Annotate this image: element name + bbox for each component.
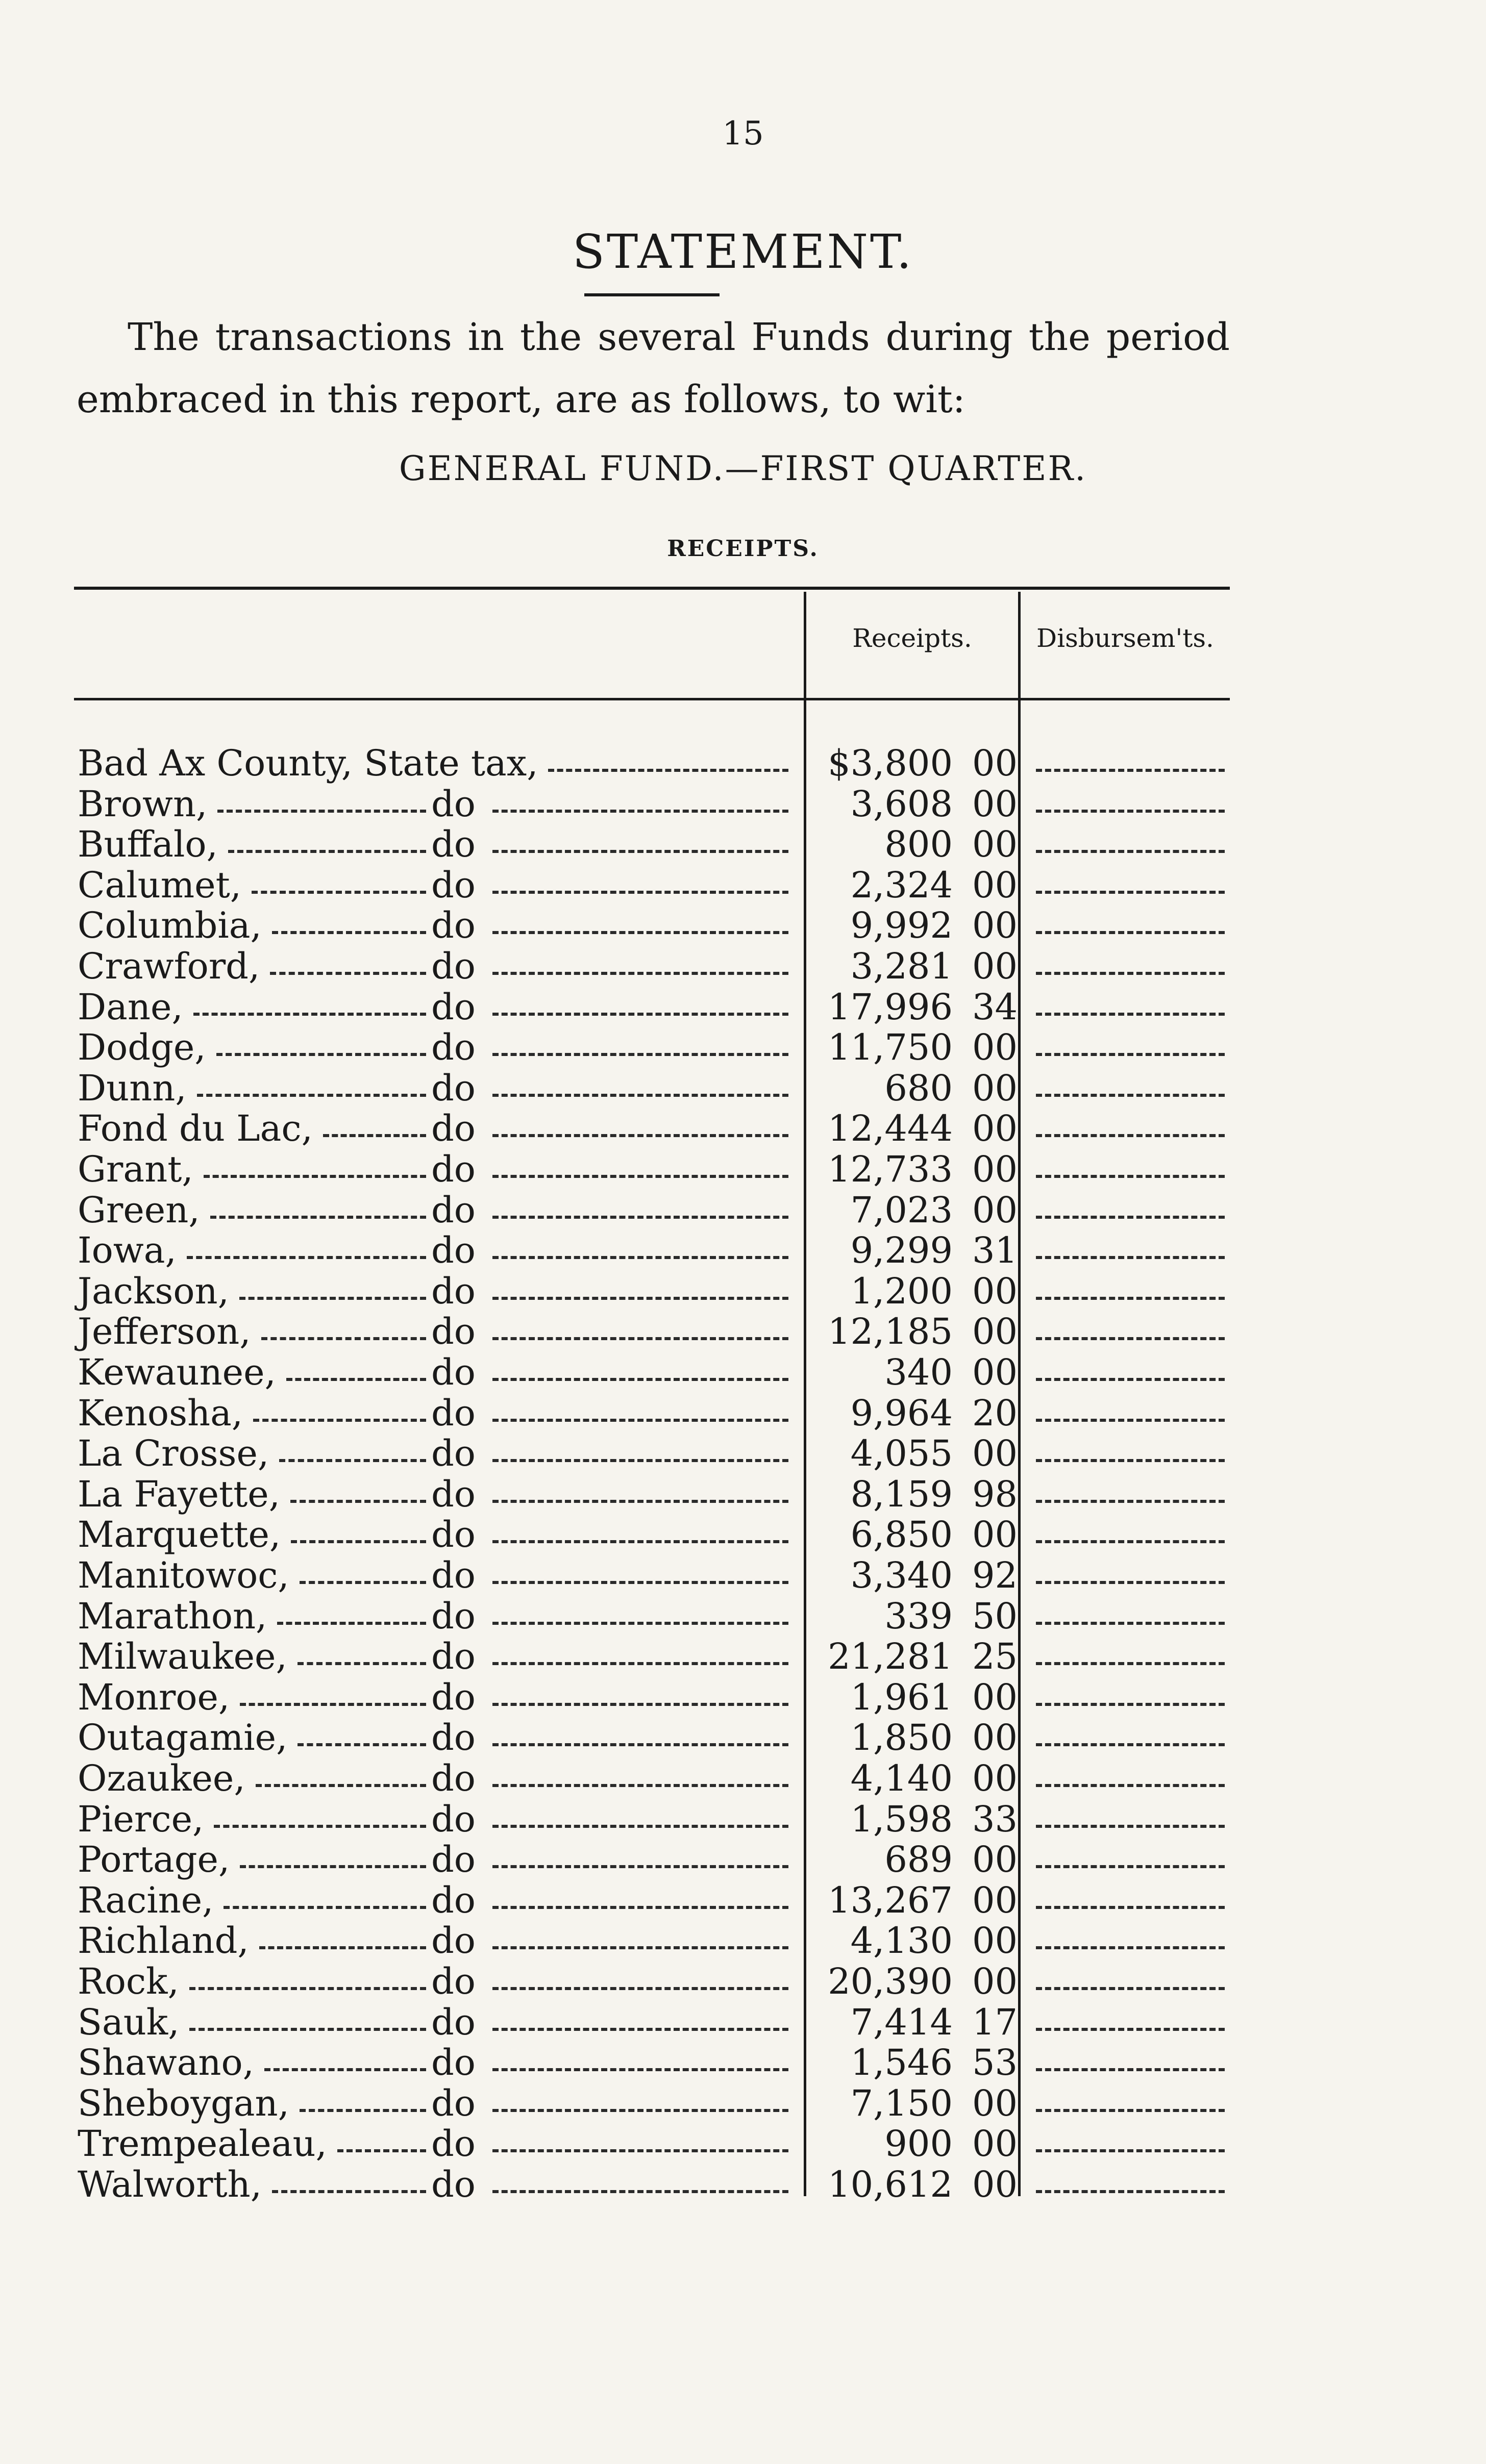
disbursement-blank	[1036, 2109, 1225, 2112]
county-name: Jackson,	[78, 1270, 229, 1312]
receipt-dollars: 7,150	[850, 2082, 953, 2124]
receipt-dollars: 3,281	[850, 945, 953, 987]
table-row	[0, 1067, 1486, 1108]
county-name: Milwaukee,	[78, 1636, 287, 1678]
county-name: Grant,	[78, 1148, 193, 1190]
receipt-dollars: 4,140	[850, 1757, 953, 1799]
leader-dots	[492, 1013, 788, 1016]
title-rule	[584, 293, 720, 296]
disbursement-blank	[1036, 1743, 1225, 1746]
leader-dots	[548, 769, 788, 772]
ditto-mark: do	[431, 783, 476, 825]
county-name: Green,	[78, 1189, 200, 1231]
leader-dots	[492, 1216, 788, 1219]
disbursement-blank	[1036, 1500, 1225, 1503]
table-row	[0, 1636, 1486, 1676]
county-name: Dodge,	[78, 1026, 206, 1069]
table-row	[0, 2001, 1486, 2042]
leader-dots	[492, 2068, 788, 2071]
receipt-dollars: 11,750	[828, 1026, 953, 1069]
table-row	[0, 2123, 1486, 2164]
county-name: Jefferson,	[78, 1311, 251, 1353]
receipt-cents: 00	[972, 783, 1018, 825]
disbursement-blank	[1036, 1581, 1225, 1584]
ditto-mark: do	[431, 904, 476, 947]
disbursement-blank	[1036, 1906, 1225, 1909]
receipt-dollars: 8,159	[850, 1473, 953, 1515]
receipt-dollars: 1,200	[850, 1270, 953, 1312]
leader-dots	[189, 1987, 426, 1990]
receipt-dollars: 21,281	[828, 1636, 953, 1678]
leader-dots	[300, 1581, 426, 1584]
leader-dots	[272, 931, 426, 934]
disbursement-blank	[1036, 1378, 1225, 1381]
table-row	[0, 945, 1486, 986]
receipt-cents: 00	[972, 1717, 1018, 1759]
disbursement-blank	[1036, 2028, 1225, 2031]
page-title: STATEMENT.	[572, 224, 914, 279]
leader-dots	[492, 1946, 788, 1949]
county-name: Dane,	[78, 986, 183, 1028]
ditto-mark: do	[431, 2164, 476, 2205]
county-name: Calumet,	[78, 864, 241, 906]
leader-dots	[239, 1297, 426, 1300]
county-name: Walworth,	[78, 2164, 262, 2205]
receipt-dollars: 339	[884, 1595, 953, 1637]
leader-dots	[492, 1825, 788, 1828]
leader-dots	[492, 1094, 788, 1097]
leader-dots	[337, 2149, 426, 2152]
ditto-mark: do	[431, 1839, 476, 1881]
leader-dots	[492, 1134, 788, 1137]
county-name: Crawford,	[78, 945, 260, 987]
leader-dots	[193, 1013, 426, 1016]
ditto-mark: do	[431, 2123, 476, 2165]
leader-dots	[492, 1337, 788, 1340]
county-name: La Crosse,	[78, 1432, 269, 1475]
disbursement-blank	[1036, 931, 1225, 934]
table-row	[0, 2042, 1486, 2082]
disbursement-blank	[1036, 1134, 1225, 1137]
receipt-cents: 00	[972, 1757, 1018, 1799]
county-name: Richland,	[78, 1920, 249, 1962]
leader-dots	[492, 1622, 788, 1625]
receipt-dollars: 340	[884, 1351, 953, 1393]
disbursement-blank	[1036, 1256, 1225, 1259]
receipt-dollars: 9,299	[850, 1229, 953, 1272]
county-name: Marquette,	[78, 1514, 281, 1556]
leader-dots	[197, 1094, 426, 1097]
leader-dots	[286, 1378, 426, 1381]
leader-dots	[279, 1459, 426, 1462]
table-row	[0, 904, 1486, 945]
table-row	[0, 1311, 1486, 1351]
county-name: Dunn,	[78, 1067, 187, 1109]
receipt-cents: 98	[972, 1473, 1018, 1515]
receipt-dollars: 9,992	[850, 904, 953, 947]
ditto-mark: do	[431, 1148, 476, 1190]
leader-dots	[492, 1540, 788, 1543]
disbursement-blank	[1036, 850, 1225, 853]
receipt-cents: 00	[972, 1311, 1018, 1353]
ditto-mark: do	[431, 1676, 476, 1718]
receipt-cents: 00	[972, 864, 1018, 906]
table-row	[0, 1270, 1486, 1311]
leader-dots	[298, 1662, 426, 1665]
leader-dots	[204, 1175, 426, 1178]
receipt-dollars: 3,340	[850, 1554, 953, 1596]
page-number: 15	[722, 115, 764, 153]
receipt-dollars: 6,850	[850, 1514, 953, 1556]
county-name: Fond du Lac,	[78, 1108, 313, 1150]
leader-dots	[270, 972, 426, 975]
receipt-dollars: 7,414	[850, 2001, 953, 2043]
receipt-cents: 00	[972, 1839, 1018, 1881]
table-row	[0, 1595, 1486, 1636]
receipt-cents: 00	[972, 904, 1018, 947]
receipt-cents: 25	[972, 1636, 1018, 1678]
ditto-mark: do	[431, 1432, 476, 1475]
leader-dots	[214, 1825, 426, 1828]
leader-dots	[492, 1784, 788, 1787]
leader-dots	[492, 810, 788, 813]
ditto-mark: do	[431, 1757, 476, 1799]
leader-dots	[492, 2149, 788, 2152]
county-name: Bad Ax County, State tax,	[78, 742, 538, 784]
receipt-cents: 00	[972, 2164, 1018, 2205]
table-row	[0, 742, 1486, 783]
county-name: Marathon,	[78, 1595, 267, 1637]
receipt-cents: 00	[972, 1148, 1018, 1190]
county-name: Shawano,	[78, 2042, 254, 2084]
table-row	[0, 1920, 1486, 1960]
disbursement-blank	[1036, 2068, 1225, 2071]
receipt-cents: 00	[972, 823, 1018, 866]
disbursement-blank	[1036, 1622, 1225, 1625]
receipt-dollars: 2,324	[850, 864, 953, 906]
receipt-cents: 31	[972, 1229, 1018, 1272]
table-row	[0, 1189, 1486, 1230]
table-row	[0, 1392, 1486, 1433]
receipt-cents: 00	[972, 945, 1018, 987]
ditto-mark: do	[431, 2082, 476, 2124]
section-heading: RECEIPTS.	[667, 536, 819, 562]
disbursements-column-header: Disbursem'ts.	[1036, 623, 1214, 653]
table-row	[0, 1554, 1486, 1595]
receipt-dollars: 10,612	[828, 2164, 953, 2205]
leader-dots	[210, 1216, 426, 1219]
table-row	[0, 1757, 1486, 1798]
disbursement-blank	[1036, 1662, 1225, 1665]
leader-dots	[492, 1662, 788, 1665]
ditto-mark: do	[431, 1960, 476, 2002]
table-row	[0, 986, 1486, 1027]
receipt-cents: 17	[972, 2001, 1018, 2043]
ditto-mark: do	[431, 864, 476, 906]
receipt-cents: 00	[972, 1676, 1018, 1718]
leader-dots	[492, 1256, 788, 1259]
disbursement-blank	[1036, 1053, 1225, 1056]
receipt-dollars: 17,996	[828, 986, 953, 1028]
receipt-cents: 00	[972, 1960, 1018, 2002]
disbursement-blank	[1036, 1419, 1225, 1422]
receipt-cents: 00	[972, 1108, 1018, 1150]
county-name: Racine,	[78, 1879, 214, 1921]
table-row	[0, 1351, 1486, 1392]
leader-dots	[272, 2190, 426, 2193]
disbursement-blank	[1036, 810, 1225, 813]
ditto-mark: do	[431, 1026, 476, 1069]
leader-dots	[492, 1743, 788, 1746]
county-name: Rock,	[78, 1960, 179, 2002]
leader-dots	[264, 2068, 426, 2071]
receipt-dollars: 20,390	[828, 1960, 953, 2002]
leader-dots	[492, 2190, 788, 2193]
leader-dots	[224, 1906, 426, 1909]
leader-dots	[290, 1500, 426, 1503]
leader-dots	[240, 1703, 426, 1706]
table-row	[0, 1473, 1486, 1514]
leader-dots	[492, 1378, 788, 1381]
table-row	[0, 1514, 1486, 1554]
receipt-dollars: 9,964	[850, 1392, 953, 1434]
ditto-mark: do	[431, 1108, 476, 1150]
leader-dots	[253, 1419, 426, 1422]
disbursement-blank	[1036, 2190, 1225, 2193]
disbursement-blank	[1036, 1946, 1225, 1949]
table-row	[0, 1229, 1486, 1270]
ditto-mark: do	[431, 986, 476, 1028]
leader-dots	[492, 2028, 788, 2031]
ditto-mark: do	[431, 1920, 476, 1962]
receipt-cents: 00	[972, 2123, 1018, 2165]
leader-dots	[291, 1540, 426, 1543]
receipt-dollars: 900	[884, 2123, 953, 2165]
receipt-cents: 00	[972, 1879, 1018, 1921]
leader-dots	[252, 891, 426, 894]
leader-dots	[492, 1459, 788, 1462]
ditto-mark: do	[431, 823, 476, 866]
table-row	[0, 2164, 1486, 2204]
leader-dots	[187, 1256, 426, 1259]
receipt-dollars: 800	[884, 823, 953, 866]
receipt-cents: 00	[972, 1920, 1018, 1962]
county-name: Sauk,	[78, 2001, 180, 2043]
ditto-mark: do	[431, 1311, 476, 1353]
table-row	[0, 1960, 1486, 2001]
table-header-rule	[74, 698, 1230, 700]
disbursement-blank	[1036, 1540, 1225, 1543]
leader-dots	[492, 972, 788, 975]
leader-dots	[323, 1134, 426, 1137]
leader-dots	[216, 1053, 426, 1056]
disbursement-blank	[1036, 1175, 1225, 1178]
receipt-dollars: 13,267	[828, 1879, 953, 1921]
leader-dots	[492, 891, 788, 894]
table-row	[0, 1839, 1486, 1879]
ditto-mark: do	[431, 1595, 476, 1637]
ditto-mark: do	[431, 1351, 476, 1393]
county-name: Ozaukee,	[78, 1757, 245, 1799]
table-row	[0, 783, 1486, 824]
disbursement-blank	[1036, 972, 1225, 975]
leader-dots	[492, 1703, 788, 1706]
leader-dots	[492, 931, 788, 934]
receipt-cents: 33	[972, 1798, 1018, 1840]
table-row	[0, 1148, 1486, 1189]
leader-dots	[492, 1581, 788, 1584]
ditto-mark: do	[431, 1067, 476, 1109]
disbursement-blank	[1036, 1094, 1225, 1097]
county-name: Outagamie,	[78, 1717, 288, 1759]
leader-dots	[261, 1337, 426, 1340]
table-row	[0, 864, 1486, 905]
disbursement-blank	[1036, 1784, 1225, 1787]
receipt-cents: 20	[972, 1392, 1018, 1434]
leader-dots	[240, 1865, 426, 1868]
disbursement-blank	[1036, 1297, 1225, 1300]
receipt-dollars: 689	[884, 1839, 953, 1881]
ditto-mark: do	[431, 1189, 476, 1231]
receipt-dollars: 12,733	[828, 1148, 953, 1190]
receipt-cents: 00	[972, 1189, 1018, 1231]
table-row	[0, 1432, 1486, 1473]
disbursement-blank	[1036, 769, 1225, 772]
receipt-dollars: 12,444	[828, 1108, 953, 1150]
disbursement-blank	[1036, 1216, 1225, 1219]
ditto-mark: do	[431, 2001, 476, 2043]
leader-dots	[492, 1297, 788, 1300]
table-top-rule	[74, 587, 1230, 590]
leader-dots	[492, 1053, 788, 1056]
county-name: Monroe,	[78, 1676, 230, 1718]
receipt-cents: 00	[972, 1432, 1018, 1475]
ditto-mark: do	[431, 1879, 476, 1921]
receipt-cents: 50	[972, 1595, 1018, 1637]
receipts-column-header: Receipts.	[852, 623, 972, 653]
county-name: Pierce,	[78, 1798, 204, 1840]
county-name: Columbia,	[78, 904, 262, 947]
table-row	[0, 1676, 1486, 1717]
receipt-dollars: 12,185	[828, 1311, 953, 1353]
disbursement-blank	[1036, 1865, 1225, 1868]
disbursement-blank	[1036, 1825, 1225, 1828]
ditto-mark: do	[431, 2042, 476, 2084]
disbursement-blank	[1036, 1337, 1225, 1340]
table-row	[0, 823, 1486, 864]
receipt-cents: 00	[972, 1351, 1018, 1393]
table-row	[0, 1108, 1486, 1148]
ditto-mark: do	[431, 1392, 476, 1434]
leader-dots	[228, 850, 426, 853]
receipt-dollars: 1,598	[850, 1798, 953, 1840]
leader-dots	[277, 1622, 426, 1625]
receipt-cents: 53	[972, 2042, 1018, 2084]
leader-dots	[492, 1906, 788, 1909]
ditto-mark: do	[431, 1554, 476, 1596]
ditto-mark: do	[431, 1636, 476, 1678]
leader-dots	[492, 850, 788, 853]
receipt-cents: 00	[972, 2082, 1018, 2124]
table-row	[0, 1798, 1486, 1839]
county-name: Kenosha,	[78, 1392, 243, 1434]
disbursement-blank	[1036, 1703, 1225, 1706]
leader-dots	[259, 1946, 426, 1949]
leader-dots	[217, 810, 426, 813]
receipt-dollars: 1,546	[850, 2042, 953, 2084]
leader-dots	[492, 2109, 788, 2112]
county-name: Trempealeau,	[78, 2123, 327, 2165]
leader-dots	[492, 1419, 788, 1422]
county-name: Kewaunee,	[78, 1351, 276, 1393]
county-name: Buffalo,	[78, 823, 218, 866]
receipt-cents: 00	[972, 742, 1018, 784]
receipt-cents: 34	[972, 986, 1018, 1028]
ditto-mark: do	[431, 1270, 476, 1312]
county-name: La Fayette,	[78, 1473, 280, 1515]
disbursement-blank	[1036, 891, 1225, 894]
receipt-dollars: 4,055	[850, 1432, 953, 1475]
county-name: Sheboygan,	[78, 2082, 289, 2124]
county-name: Iowa,	[78, 1229, 177, 1272]
receipt-cents: 00	[972, 1026, 1018, 1069]
county-name: Portage,	[78, 1839, 230, 1881]
receipt-dollars: 3,608	[850, 783, 953, 825]
ditto-mark: do	[431, 1473, 476, 1515]
table-row	[0, 1879, 1486, 1920]
receipt-cents: 00	[972, 1270, 1018, 1312]
ditto-mark: do	[431, 1717, 476, 1759]
ditto-mark: do	[431, 1229, 476, 1272]
ditto-mark: do	[431, 1798, 476, 1840]
ditto-mark: do	[431, 1514, 476, 1556]
receipt-cents: 00	[972, 1514, 1018, 1556]
receipt-dollars: 7,023	[850, 1189, 953, 1231]
intro-paragraph: The transactions in the several Funds during the period embraced in this report, are as follows, to wit:	[77, 315, 1230, 421]
disbursement-blank	[1036, 1987, 1225, 1990]
table-row	[0, 2082, 1486, 2123]
leader-dots	[189, 2028, 426, 2031]
receipt-dollars: 4,130	[850, 1920, 953, 1962]
leader-dots	[300, 2109, 426, 2112]
leader-dots	[492, 1865, 788, 1868]
disbursement-blank	[1036, 2149, 1225, 2152]
disbursement-blank	[1036, 1459, 1225, 1462]
county-name: Brown,	[78, 783, 208, 825]
leader-dots	[492, 1175, 788, 1178]
leader-dots	[492, 1500, 788, 1503]
table-row	[0, 1026, 1486, 1067]
table-row	[0, 1717, 1486, 1757]
receipt-dollars: 1,961	[850, 1676, 953, 1718]
leader-dots	[298, 1743, 426, 1746]
ditto-mark: do	[431, 945, 476, 987]
receipt-cents: 92	[972, 1554, 1018, 1596]
leader-dots	[256, 1784, 426, 1787]
leader-dots	[492, 1987, 788, 1990]
receipt-dollars: $3,800	[828, 742, 953, 784]
receipt-dollars: 680	[884, 1067, 953, 1109]
disbursement-blank	[1036, 1013, 1225, 1016]
county-name: Manitowoc,	[78, 1554, 289, 1596]
fund-heading: GENERAL FUND.—FIRST QUARTER.	[399, 449, 1087, 488]
receipt-cents: 00	[972, 1067, 1018, 1109]
receipt-dollars: 1,850	[850, 1717, 953, 1759]
